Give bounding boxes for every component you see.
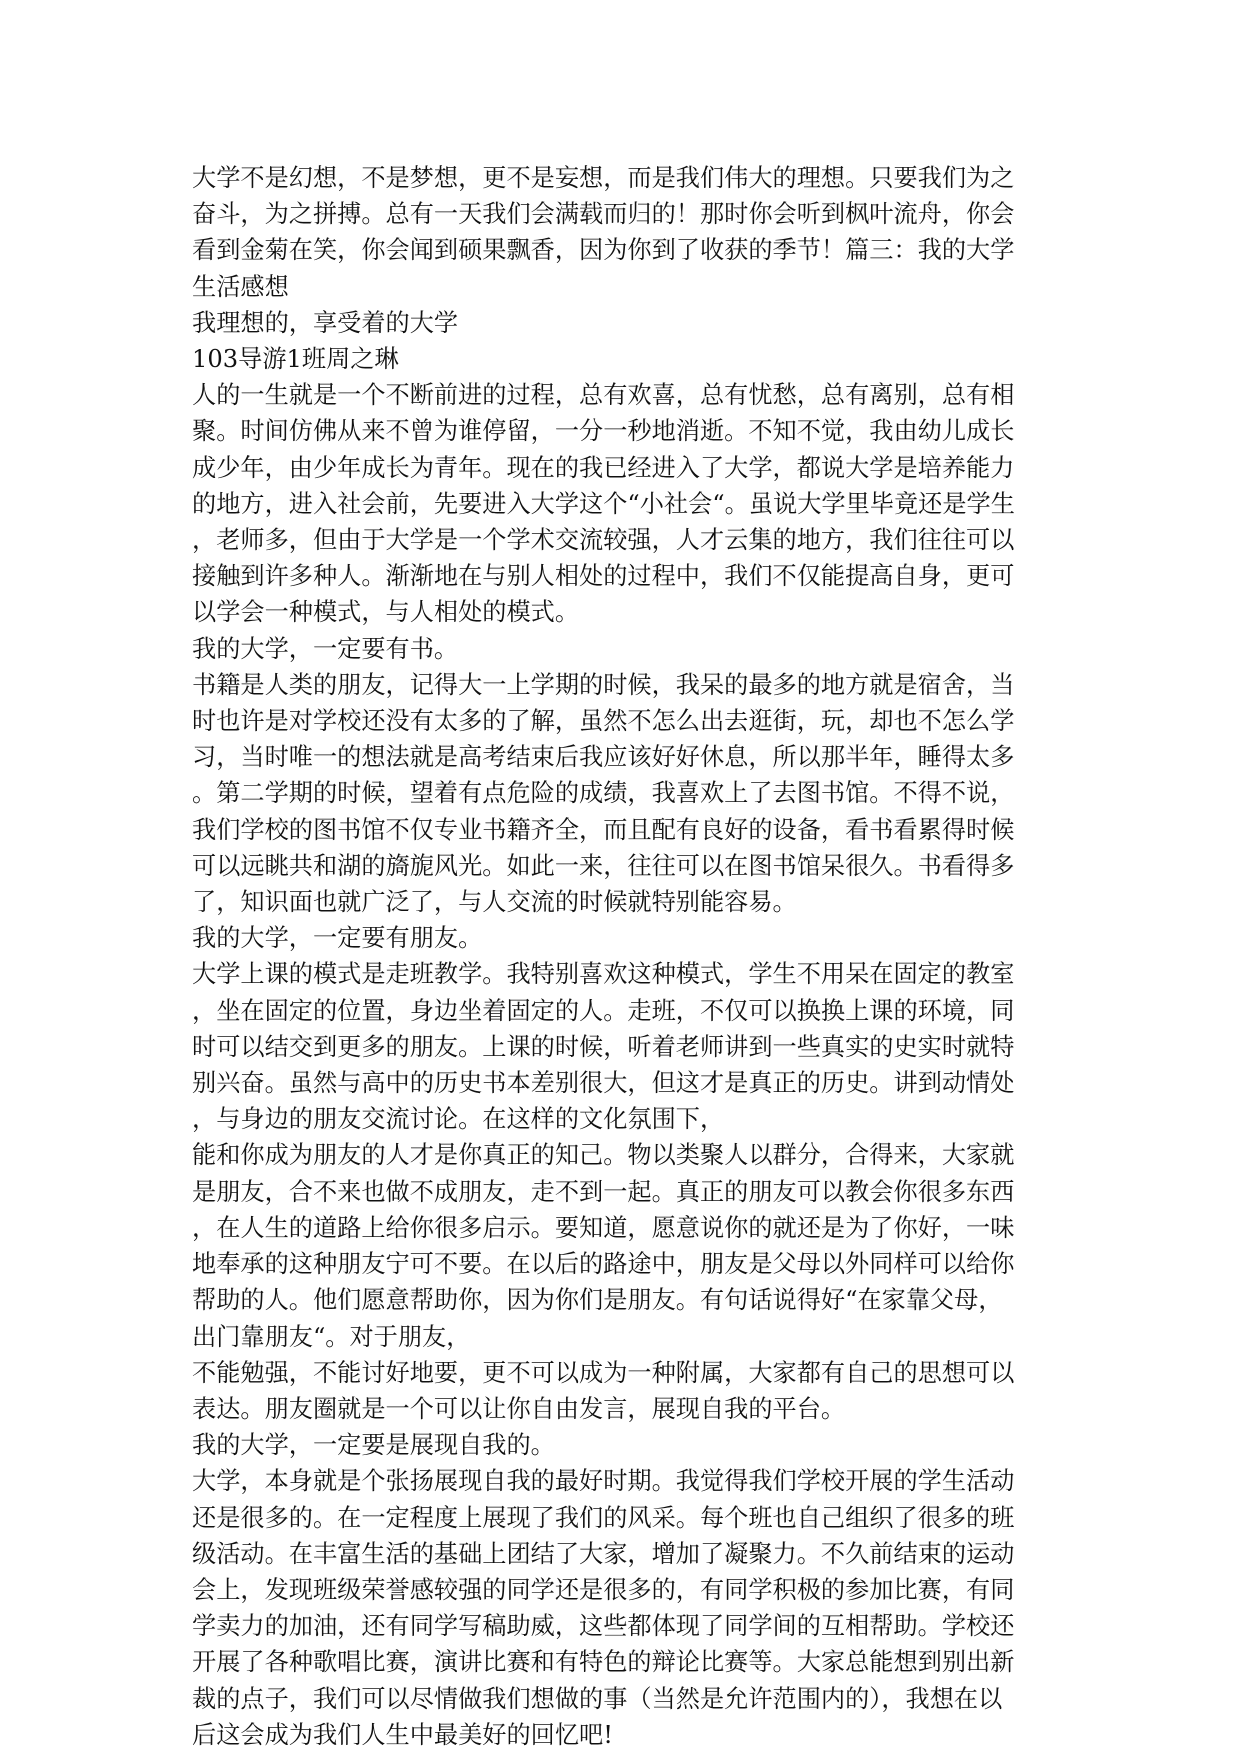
- text-line: 时也许是对学校还没有太多的了解，虽然不怎么出去逛街，玩，却也不怎么学: [192, 707, 1015, 736]
- text-line: 帮助的人。他们愿意帮助你，因为你们是朋友。有句话说得好“在家靠父母，: [192, 1286, 1003, 1315]
- text-line: 聚。时间仿佛从来不曾为谁停留，一分一秒地消逝。不知不觉，我由幼儿成长: [192, 417, 1015, 446]
- document-body: [192, 160, 1052, 1753]
- text-line: ，老师多，但由于大学是一个学术交流较强，人才云集的地方，我们往往可以: [192, 526, 1015, 555]
- text-line: 接触到许多种人。渐渐地在与别人相处的过程中，我们不仅能提高自身，更可: [192, 562, 1015, 591]
- text-line: 看到金菊在笑，你会闻到硕果飘香，因为你到了收获的季节！篇三：我的大学: [192, 236, 1015, 265]
- text-line: ，与身边的朋友交流讨论。在这样的文化氛围下，: [192, 1105, 725, 1134]
- text-line: 表达。朋友圈就是一个可以让你自由发言，展现自我的平台。: [192, 1394, 846, 1423]
- text-line: 能和你成为朋友的人才是你真正的知己。物以类聚人以群分，合得来，大家就: [192, 1141, 1015, 1170]
- text-line: 学卖力的加油，还有同学写稿助威，这些都体现了同学间的互相帮助。学校还: [192, 1612, 1015, 1641]
- text-line: 大学不是幻想，不是梦想，更不是妄想，而是我们伟大的理想。只要我们为之: [192, 164, 1015, 192]
- text-line: 生活感想: [192, 272, 289, 301]
- section-heading: 我理想的，享受着的大学: [192, 308, 459, 337]
- text-line: 是朋友，合不来也做不成朋友，走不到一起。真正的朋友可以教会你很多东西: [192, 1177, 1015, 1206]
- text-line: 开展了各种歌唱比赛，演讲比赛和有特色的辩论比赛等。大家总能想到别出新: [192, 1648, 1015, 1677]
- text-line: 。第二学期的时候，望着有点危险的成绩，我喜欢上了去图书馆。不得不说，: [192, 779, 1015, 808]
- text-line: 出门靠朋友“。对于朋友，: [192, 1322, 471, 1351]
- author-line: 103导游1班周之琳: [192, 345, 399, 374]
- text-line: 的地方，进入社会前，先要进入大学这个“小社会“。虽说大学里毕竟还是学生: [192, 489, 1015, 518]
- text-line: 时可以结交到更多的朋友。上课的时候，听着老师讲到一些真实的史实时就特: [192, 1032, 1015, 1061]
- text-line: 后这会成为我们人生中最美好的回忆吧!: [192, 1720, 613, 1749]
- text-line: 裁的点子，我们可以尽情做我们想做的事（当然是允许范围内的），我想在以: [192, 1684, 1003, 1713]
- text-line: 可以远眺共和湖的旖旎风光。如此一来，往往可以在图书馆呆很久。书看得多: [192, 851, 1015, 880]
- text-line: 书籍是人类的朋友，记得大一上学期的时候，我呆的最多的地方就是宿舍，当: [192, 670, 1015, 699]
- text-line: 以学会一种模式，与人相处的模式。: [192, 598, 580, 627]
- text-line: 奋斗，为之拼搏。总有一天我们会满载而归的！那时你会听到枫叶流舟，你会: [192, 200, 1015, 229]
- text-line: 还是很多的。在一定程度上展现了我们的风采。每个班也自己组织了很多的班: [192, 1503, 1015, 1532]
- text-line: 了，知识面也就广泛了，与人交流的时候就特别能容易。: [192, 888, 797, 917]
- text-line: 会上，发现班级荣誉感较强的同学还是很多的，有同学积极的参加比赛，有同: [192, 1575, 1015, 1604]
- text-line: 地奉承的这种朋友宁可不要。在以后的路途中，朋友是父母以外同样可以给你: [192, 1250, 1015, 1279]
- text-line: 我们学校的图书馆不仅专业书籍齐全，而且配有良好的设备，看书看累得时候: [192, 815, 1015, 844]
- text-line: 大学，本身就是个张扬展现自我的最好时期。我觉得我们学校开展的学生活动: [192, 1467, 1015, 1496]
- section-heading: 我的大学，一定要有朋友。: [192, 924, 483, 953]
- section-heading: 我的大学，一定要有书。: [192, 634, 459, 663]
- text-line: 成少年，由少年成长为青年。现在的我已经进入了大学，都说大学是培养能力: [192, 453, 1015, 482]
- text-line: 人的一生就是一个不断前进的过程，总有欢喜，总有忧愁，总有离别，总有相: [192, 381, 1015, 410]
- section-heading: 我的大学，一定要是展现自我的。: [192, 1431, 555, 1460]
- text-line: ，在人生的道路上给你很多启示。要知道，愿意说你的就还是为了你好，一味: [192, 1213, 1015, 1242]
- text-line: 习，当时唯一的想法就是高考结束后我应该好好休息，所以那半年，睡得太多: [192, 743, 1015, 772]
- text-line: 别兴奋。虽然与高中的历史书本差别很大，但这才是真正的历史。讲到动情处: [192, 1069, 1015, 1098]
- text-line: 不能勉强，不能讨好地要，更不可以成为一种附属，大家都有自己的思想可以: [192, 1358, 1015, 1387]
- text-line: ，坐在固定的位置，身边坐着固定的人。走班，不仅可以换换上课的环境，同: [192, 996, 1015, 1025]
- text-line: 级活动。在丰富生活的基础上团结了大家，增加了凝聚力。不久前结束的运动: [192, 1539, 1015, 1568]
- text-line: 大学上课的模式是走班教学。我特别喜欢这种模式，学生不用呆在固定的教室: [192, 960, 1015, 989]
